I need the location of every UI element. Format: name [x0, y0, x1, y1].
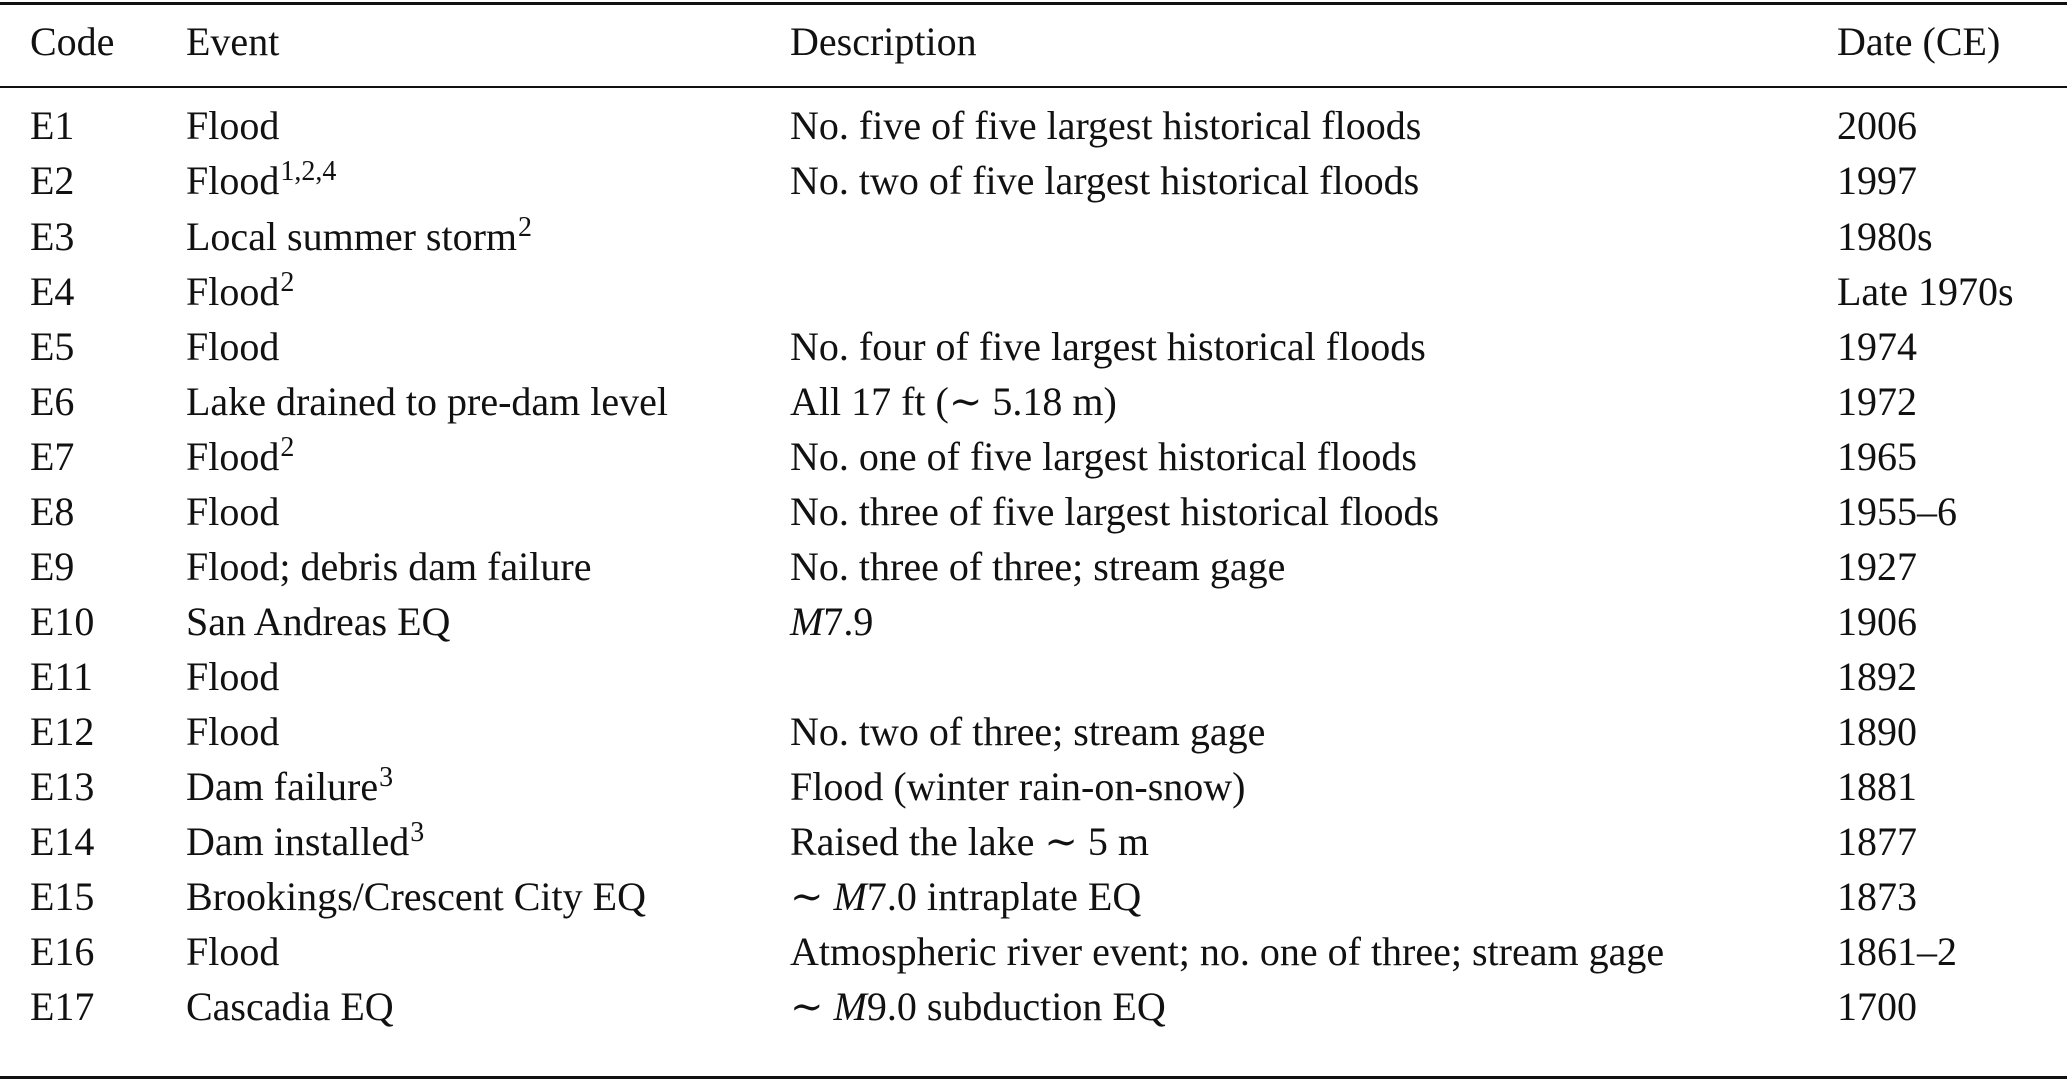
cell-event-text: Dam failure: [186, 764, 379, 809]
cell-date: 1965: [1837, 434, 1917, 479]
cell-event-text: Brookings/Crescent City EQ: [186, 874, 646, 919]
cell-description: [790, 869, 1141, 925]
cell-description-prefix: ∼: [790, 984, 834, 1029]
cell-code: E6: [30, 379, 75, 424]
cell-event: [186, 759, 393, 815]
cell-description-rest: 7.9: [823, 599, 874, 644]
table-row: [0, 484, 2067, 540]
cell-code: E17: [30, 984, 95, 1029]
cell-event: [186, 153, 336, 209]
cell-event-text: Flood: [186, 324, 280, 369]
cell-date: 1927: [1837, 544, 1917, 589]
cell-event-text: Local summer storm: [186, 214, 518, 259]
cell-event: [186, 979, 394, 1035]
cell-date: 1972: [1837, 379, 1917, 424]
cell-description-rest: 9.0 subduction EQ: [866, 984, 1166, 1029]
cell-event: [186, 98, 279, 154]
cell-date: 1861–2: [1837, 929, 1957, 974]
cell-date: 1955–6: [1837, 489, 1957, 534]
cell-date: 1700: [1837, 984, 1917, 1029]
table-row: [0, 429, 2067, 485]
cell-date: Late 1970s: [1837, 269, 2014, 314]
cell-date: 1873: [1837, 874, 1917, 919]
cell-description-rest: 7.0 intraplate EQ: [866, 874, 1142, 919]
cell-event: [186, 539, 591, 595]
cell-date: 1997: [1837, 158, 1917, 203]
cell-code: E7: [30, 434, 75, 479]
cell-event-footnote: 2: [280, 432, 295, 463]
cell-date: 1980s: [1837, 214, 1933, 259]
cell-event-text: San Andreas EQ: [186, 599, 451, 644]
header-event: Event: [186, 19, 280, 64]
cell-event-text: Flood: [186, 158, 280, 203]
cell-date: 1892: [1837, 654, 1917, 699]
table-row: [0, 98, 2067, 154]
cell-event: [186, 429, 294, 485]
cell-description: No. four of five largest historical floods: [790, 324, 1426, 369]
cell-description: No. five of five largest historical floods: [790, 103, 1422, 148]
cell-code: E1: [30, 103, 75, 148]
cell-description: Raised the lake ∼ 5 m: [790, 819, 1149, 864]
cell-description-magnitude: M: [833, 984, 867, 1029]
table-header-row: [0, 14, 2067, 70]
cell-event: [186, 374, 668, 430]
cell-code: E15: [30, 874, 95, 919]
cell-event-text: Flood: [186, 489, 280, 534]
cell-code: E4: [30, 269, 75, 314]
table-row: [0, 374, 2067, 430]
cell-event-text: Flood: [186, 654, 280, 699]
cell-event-text: Flood; debris dam failure: [186, 544, 592, 589]
cell-code: E11: [30, 654, 93, 699]
table-row: [0, 264, 2067, 320]
cell-event-text: Flood: [186, 709, 280, 754]
table-row: [0, 704, 2067, 760]
cell-description: All 17 ft (∼ 5.18 m): [790, 379, 1117, 424]
cell-event-text: Flood: [186, 929, 280, 974]
cell-date: 2006: [1837, 103, 1917, 148]
cell-description-magnitude: M: [790, 599, 824, 644]
cell-code: E14: [30, 819, 95, 864]
cell-date: 1881: [1837, 764, 1917, 809]
cell-code: E16: [30, 929, 95, 974]
cell-description: Atmospheric river event; no. one of three; stream gage: [790, 929, 1665, 974]
table-header-rule: [0, 86, 2067, 88]
table-row: [0, 594, 2067, 650]
cell-description-magnitude: M: [833, 874, 867, 919]
header-description: Description: [790, 19, 977, 64]
table-row: [0, 814, 2067, 870]
cell-code: E10: [30, 599, 95, 644]
cell-event: [186, 209, 532, 265]
cell-event-text: Flood: [186, 269, 280, 314]
cell-code: E3: [30, 214, 75, 259]
table-row: [0, 759, 2067, 815]
cell-event-text: Dam installed: [186, 819, 410, 864]
cell-code: E8: [30, 489, 75, 534]
cell-event: [186, 594, 450, 650]
cell-event: [186, 814, 424, 870]
cell-event-footnote: 3: [410, 817, 425, 848]
cell-code: E5: [30, 324, 75, 369]
table-row: [0, 869, 2067, 925]
header-date: Date (CE): [1837, 19, 2001, 64]
cell-date: 1906: [1837, 599, 1917, 644]
table-bottom-rule: [0, 1076, 2067, 1079]
cell-event-footnote: 1,2,4: [280, 156, 337, 187]
cell-event: [186, 319, 279, 375]
cell-description: Flood (winter rain-on-snow): [790, 764, 1246, 809]
cell-date: 1877: [1837, 819, 1917, 864]
cell-event: [186, 484, 279, 540]
cell-event: [186, 869, 646, 925]
cell-event-footnote: 2: [518, 212, 533, 243]
cell-event-footnote: 2: [280, 267, 295, 298]
cell-event: [186, 704, 279, 760]
cell-event-text: Flood: [186, 434, 280, 479]
cell-description: No. two of three; stream gage: [790, 709, 1266, 754]
table-row: [0, 153, 2067, 209]
table-top-rule: [0, 2, 2067, 5]
header-code: Code: [30, 19, 115, 64]
cell-code: E9: [30, 544, 75, 589]
cell-date: 1974: [1837, 324, 1917, 369]
table-row: [0, 209, 2067, 265]
table-row: [0, 979, 2067, 1035]
cell-event: [186, 924, 279, 980]
cell-code: E12: [30, 709, 95, 754]
cell-description: [790, 979, 1166, 1035]
table-row: [0, 539, 2067, 595]
cell-date: 1890: [1837, 709, 1917, 754]
cell-description-prefix: ∼: [790, 874, 834, 919]
cell-description: No. one of five largest historical floods: [790, 434, 1417, 479]
cell-code: E2: [30, 158, 75, 203]
table-row: [0, 319, 2067, 375]
cell-description: [790, 594, 873, 650]
cell-event-text: Cascadia EQ: [186, 984, 394, 1029]
cell-code: E13: [30, 764, 95, 809]
cell-event-text: Lake drained to pre-dam level: [186, 379, 668, 424]
cell-description: No. two of five largest historical floods: [790, 158, 1420, 203]
cell-event-footnote: 3: [379, 762, 394, 793]
table-row: [0, 649, 2067, 705]
cell-description: No. three of three; stream gage: [790, 544, 1286, 589]
cell-description: No. three of five largest historical floods: [790, 489, 1440, 534]
cell-event-text: Flood: [186, 103, 280, 148]
cell-event: [186, 649, 279, 705]
table-row: [0, 924, 2067, 980]
cell-event: [186, 264, 294, 320]
